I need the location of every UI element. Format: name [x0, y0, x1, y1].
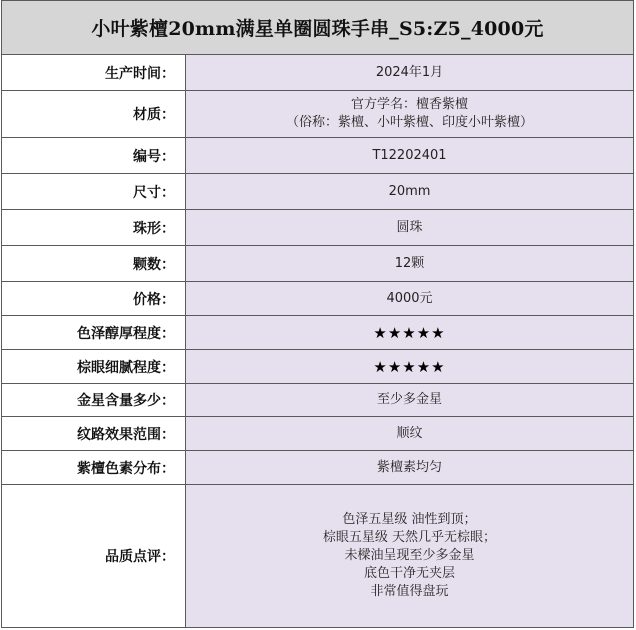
row-value [186, 485, 633, 627]
row-bead-count [2, 246, 633, 282]
row-label: 金星含量多少： [2, 384, 186, 416]
row-value [186, 246, 633, 281]
review-line: 非常值得盘玩 [370, 584, 449, 599]
row-value [186, 210, 633, 245]
row-grain-pattern [2, 417, 633, 451]
row-label: 珠形： [2, 210, 186, 245]
value-text: T12202401 [372, 147, 447, 163]
row-label: 棕眼细腻程度： [2, 350, 186, 383]
row-label: 品质点评： [2, 485, 186, 627]
value-text: 紫檀素均匀 [376, 459, 442, 475]
value-text: 12颗 [394, 255, 425, 271]
row-label: 纹路效果范围： [2, 417, 186, 450]
review-line: 底色干净无夹层 [363, 566, 455, 581]
value-text: 至少多金星 [376, 392, 442, 407]
table-title: 小叶紫檀20mm满星单圈圆珠手串_S5:Z5_4000元 [2, 1, 633, 55]
row-value [186, 138, 633, 173]
row-label: 颗数： [2, 246, 186, 281]
row-label: 紫檀色素分布： [2, 451, 186, 484]
review-line: 色泽五星级 油性到顶； [342, 512, 477, 527]
row-label: 尺寸： [2, 174, 186, 209]
row-size [2, 174, 633, 210]
row-value [186, 451, 633, 484]
row-material [2, 91, 633, 138]
row-value [186, 316, 633, 349]
value-text: 2024年1月 [375, 64, 444, 80]
row-bead-shape [2, 210, 633, 246]
row-value [186, 282, 633, 315]
value-text: 20mm [388, 183, 431, 199]
row-production-date [2, 55, 633, 91]
value-text: 官方学名：檀香紫檀 [350, 97, 468, 112]
row-label: 编号： [2, 138, 186, 173]
row-price [2, 282, 633, 316]
row-value [186, 417, 633, 450]
review-line: 棕眼五星级 天然几乎无棕眼； [322, 530, 497, 545]
row-color-richness [2, 316, 633, 350]
row-label: 材质： [2, 91, 186, 137]
value-text: 4000元 [386, 290, 433, 306]
row-pore-fineness [2, 350, 633, 384]
row-serial-number [2, 138, 633, 174]
value-text: 顺纹 [396, 425, 423, 441]
row-pigment-distribution [2, 451, 633, 485]
row-gold-star-content [2, 384, 633, 417]
row-value [186, 174, 633, 209]
row-label: 色泽醇厚程度： [2, 316, 186, 349]
row-quality-review [2, 485, 633, 627]
value-text: （俗称：紫檀、小叶紫檀、印度小叶紫檀） [285, 115, 533, 130]
row-value [186, 350, 633, 383]
row-label: 价格： [2, 282, 186, 315]
product-spec-table [1, 0, 634, 628]
star-rating-icon: ★★★★★ [373, 323, 446, 342]
value-text: 圆珠 [396, 219, 423, 235]
row-value [186, 384, 633, 416]
star-rating-icon: ★★★★★ [373, 357, 446, 376]
row-value [186, 55, 633, 90]
row-label: 生产时间： [2, 55, 186, 90]
review-line: 未樑油呈现至少多金星 [344, 548, 475, 563]
row-value [186, 91, 633, 137]
